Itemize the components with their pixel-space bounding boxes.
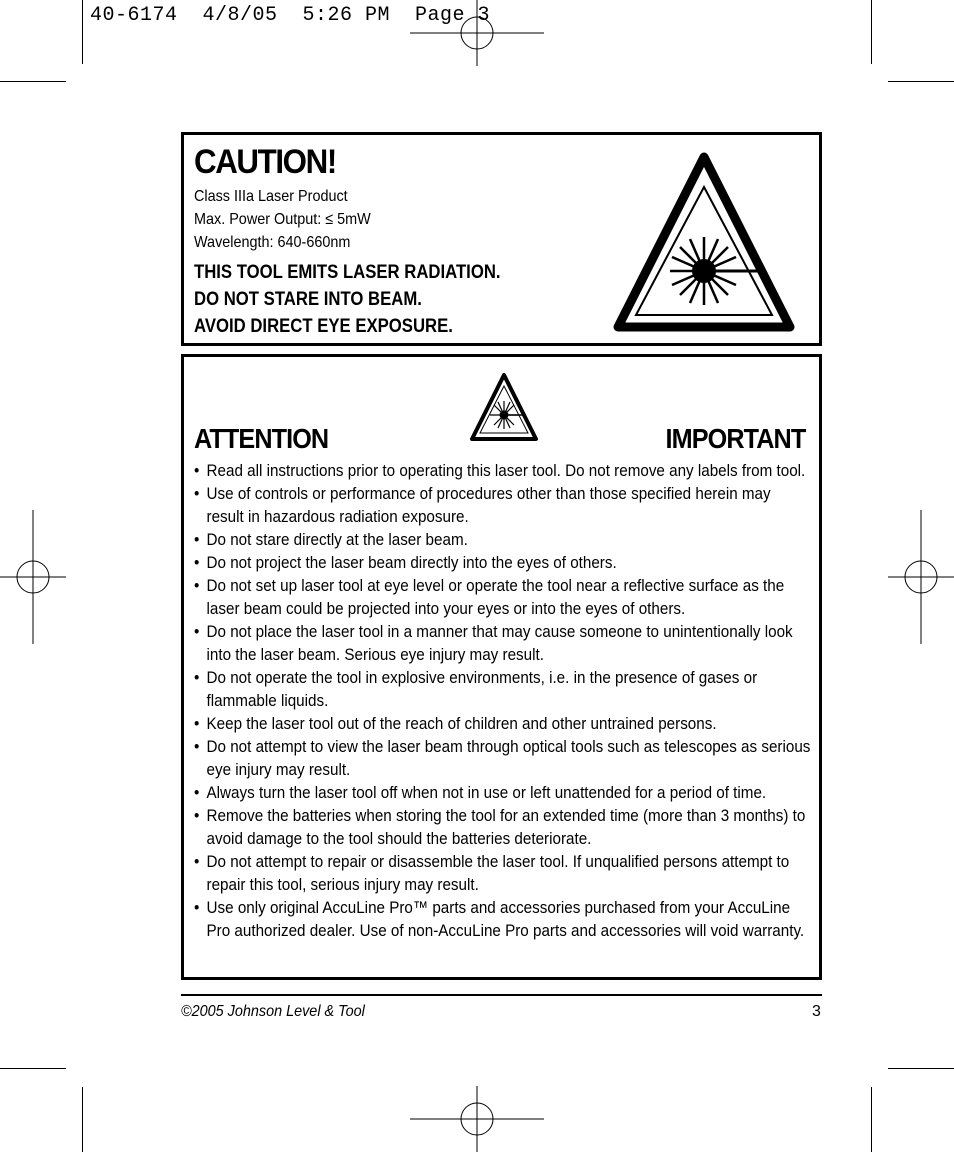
registration-mark [410, 0, 544, 66]
list-item: • Keep the laser tool out of the reach of children and other untrained persons. [194, 712, 812, 735]
warning-line: THIS TOOL EMITS LASER RADIATION. [194, 262, 501, 283]
laser-warning-icon [612, 145, 796, 335]
list-item: • Do not set up laser tool at eye level or operate the tool near a reflective surface as the laser beam could be projected into your eyes or into the eyes of others. [194, 574, 812, 620]
crop-mark [82, 1087, 83, 1152]
warning-line: AVOID DIRECT EYE EXPOSURE. [194, 316, 453, 337]
crop-mark [888, 1068, 954, 1069]
registration-mark [888, 510, 954, 644]
print-slug: 40-6174 4/8/05 5:26 PM Page 3 [90, 4, 491, 27]
wavelength: Wavelength: 640-660nm [194, 234, 351, 251]
important-heading: IMPORTANT [665, 423, 805, 454]
footer-divider [181, 994, 822, 996]
laser-specs [194, 185, 371, 254]
list-item: • Read all instructions prior to operating this laser tool. Do not remove any labels from tool. [194, 459, 812, 482]
list-item: • Do not project the laser beam directly into the eyes of others. [194, 551, 812, 574]
list-item: • Use of controls or performance of procedures other than those specified herein may result in hazardous radiation exposure. [194, 482, 812, 528]
registration-mark [410, 1086, 544, 1152]
crop-mark [871, 0, 872, 64]
registration-mark [0, 510, 66, 644]
copyright-notice: ©2005 Johnson Level & Tool [181, 1003, 365, 1020]
list-item: • Use only original AccuLine Pro™ parts and accessories purchased from your AccuLine Pro authorized dealer. Use of non-AccuLine Pro parts and accessories will void warranty. [194, 896, 812, 942]
attention-box [181, 354, 822, 980]
caution-box [181, 132, 822, 346]
max-power-output: Max. Power Output: ≤ 5mW [194, 211, 371, 228]
laser-warnings [194, 259, 501, 340]
list-item: • Do not attempt to repair or disassemble the laser tool. If unqualified persons attempt to repair this tool, serious injury may result. [194, 850, 812, 896]
crop-mark [888, 81, 954, 82]
crop-mark [871, 1087, 872, 1152]
list-item: • Do not operate the tool in explosive environments, i.e. in the presence of gases or flammable liquids. [194, 666, 812, 712]
page-number: 3 [812, 1003, 821, 1020]
crop-mark [0, 81, 66, 82]
crop-mark [82, 0, 83, 64]
attention-heading: ATTENTION [194, 423, 329, 454]
list-item: • Do not attempt to view the laser beam through optical tools such as telescopes as serious eye injury may result. [194, 735, 812, 781]
list-item: • Do not place the laser tool in a manner that may cause someone to unintentionally look into the laser beam. Serious eye injury may result. [194, 620, 812, 666]
warning-line: DO NOT STARE INTO BEAM. [194, 289, 422, 310]
caution-title: CAUTION! [194, 143, 336, 181]
list-item: • Always turn the laser tool off when not in use or left unattended for a period of time. [194, 781, 812, 804]
laser-warning-icon [468, 371, 540, 443]
crop-mark [0, 1068, 66, 1069]
list-item: • Do not stare directly at the laser beam. [194, 528, 812, 551]
safety-instructions-list [194, 459, 812, 942]
laser-class: Class IIIa Laser Product [194, 188, 348, 205]
list-item: • Remove the batteries when storing the tool for an extended time (more than 3 months) to avoid damage to the tool should the batteries deteriorate. [194, 804, 812, 850]
